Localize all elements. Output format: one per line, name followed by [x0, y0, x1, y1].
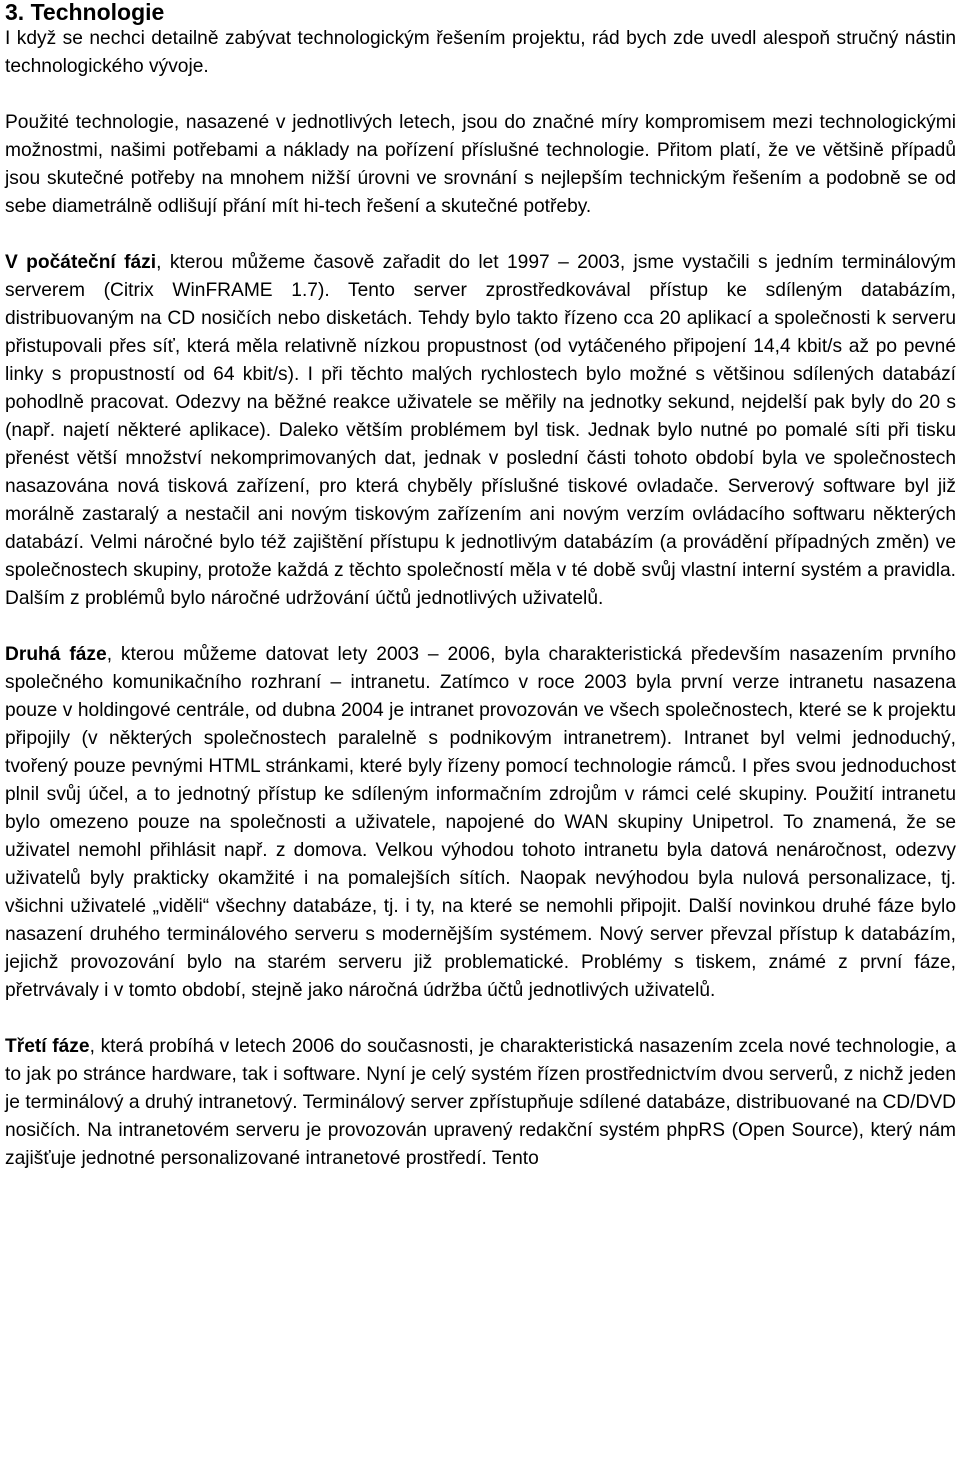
phase-lead-bold: Druhá fáze: [5, 644, 107, 665]
paragraph-text: , která probíhá v letech 2006 do současnosti, je charakteristická nasazením zcela nové technologie, a to jak po stránce hardware, tak i software. Nyní je celý systém řízen prostřednictvím dvou serverů, z nichž jeden je terminálový a druhý intranetový. Terminálový server zpřístupňuje sdílené databáze, distribuované na CD/DVD nosičích. Na intranetovém serveru je provozován upravený redakční systém phpRS (Open Source), který nám zajišťuje jednotné personalizované intranetové prostředí. Tento: [5, 1036, 956, 1169]
technology-compromise-paragraph: [5, 109, 956, 221]
phase-lead-bold: Třetí fáze: [5, 1036, 90, 1057]
paragraph-text: I když se nechci detailně zabývat technologickým řešením projektu, rád bych zde uvedl alespoň stručný nástin technologického vývoje.: [5, 28, 956, 77]
paragraph-text: , kterou můžeme datovat lety 2003 – 2006, byla charakteristická především nasazením prvního společného komunikačního rozhraní – intranetu. Zatímco v roce 2003 byla první verze intranetu nasazena pouze v holdingové centrále, od dubna 2004 je intranet provozován ve všech společnostech, které se k projektu připojily (v některých společnostech paralelně s podnikovým intranetrem). Intranet byl velmi jednoduchý, tvořený pouze pevnými HTML stránkami, které byly řízeny pomocí technologie rámců. I přes svou jednoduchost plnil svůj účel, a to jednotný přístup ke sdíleným informačním zdrojům v rámci celé skupiny. Použití intranetu bylo omezeno pouze na společnosti a uživatele, napojené do WAN skupiny Unipetrol. To znamená, že se uživatel nemohl přihlásit např. z domova. Velkou výhodou tohoto intranetu byla datová nenáročnost, odezvy uživatelů byly prakticky okamžité i na pomalejších sítích. Naopak nevýhodou byla nulová personalizace, tj. všichni uživatelé „viděli“ všechny databáze, tj. i ty, na které se nemohli připojit. Další novinkou druhé fáze bylo nasazení druhého terminálového serveru s modernějším systémem. Nový server převzal přístup k databázím, jejichž provozování bylo na starém serveru již problematické. Problémy s tiskem, známé z první fáze, přetrvávaly i v tomto období, stejně jako náročná údržba účtů jednotlivých uživatelů.: [5, 644, 957, 1001]
intro-paragraph: [5, 25, 956, 81]
paragraph-text: , kterou můžeme časově zařadit do let 1997 – 2003, jsme vystačili s jedním terminálovým serverem (Citrix WinFRAME 1.7). Tento server zprostředkovával přístup ke sdíleným databázím, distribuovaným na CD nosičích nebo disketách. Tehdy bylo takto řízeno cca 20 aplikací a společnosti k serveru přistupovali přes síť, která měla relativně nízkou propustnost (od vytáčeného připojení 14,4 kbit/s až po pevné linky s propustností od 64 kbit/s). I při těchto malých rychlostech bylo možné s většinou sdílených databází pohodlně pracovat. Odezvy na běžné reakce uživatele se měřily na jednotky sekund, nejdelší pak byly do 20 s (např. najetí některé aplikace). Daleko větším problémem byl tisk. Jednak bylo nutné po pomalé síti při tisku přenést větší množství nekomprimovaných dat, jednak v poslední části tohoto období byla ve společnostech nasazována nová tisková zařízení, pro která chyběly příslušné tiskové ovladače. Serverový software byl již morálně zastaralý a nestačil ani novým tiskovým zařízením ani novým verzím ovládacího softwaru některých databází. Velmi náročné bylo též zajištění přístupu k jednotlivým databázím (a provádění případných změn) ve společnostech skupiny, protože každá z těchto společností měla v té době svůj vlastní interní systém a pravidla. Dalším z problémů bylo náročné udržování účtů jednotlivých uživatelů.: [5, 252, 956, 609]
first-phase-paragraph: [5, 249, 956, 613]
document-page: [5, 0, 956, 1173]
phase-lead-bold: V počáteční fázi: [5, 252, 157, 273]
section-heading: 3. Technologie: [5, 0, 165, 25]
second-phase-paragraph: [5, 641, 956, 1005]
third-phase-paragraph: [5, 1033, 956, 1173]
paragraph-text: Použité technologie, nasazené v jednotlivých letech, jsou do značné míry kompromisem mezi technologickými možnostmi, našimi potřebami a náklady na pořízení příslušné technologie. Přitom platí, že ve většině případů jsou skutečné potřeby na mnohem nižší úrovni ve srovnání s nejlepším technickým řešením a podobně se od sebe diametrálně odlišují přání mít hi-tech řešení a skutečné potřeby.: [5, 112, 956, 217]
